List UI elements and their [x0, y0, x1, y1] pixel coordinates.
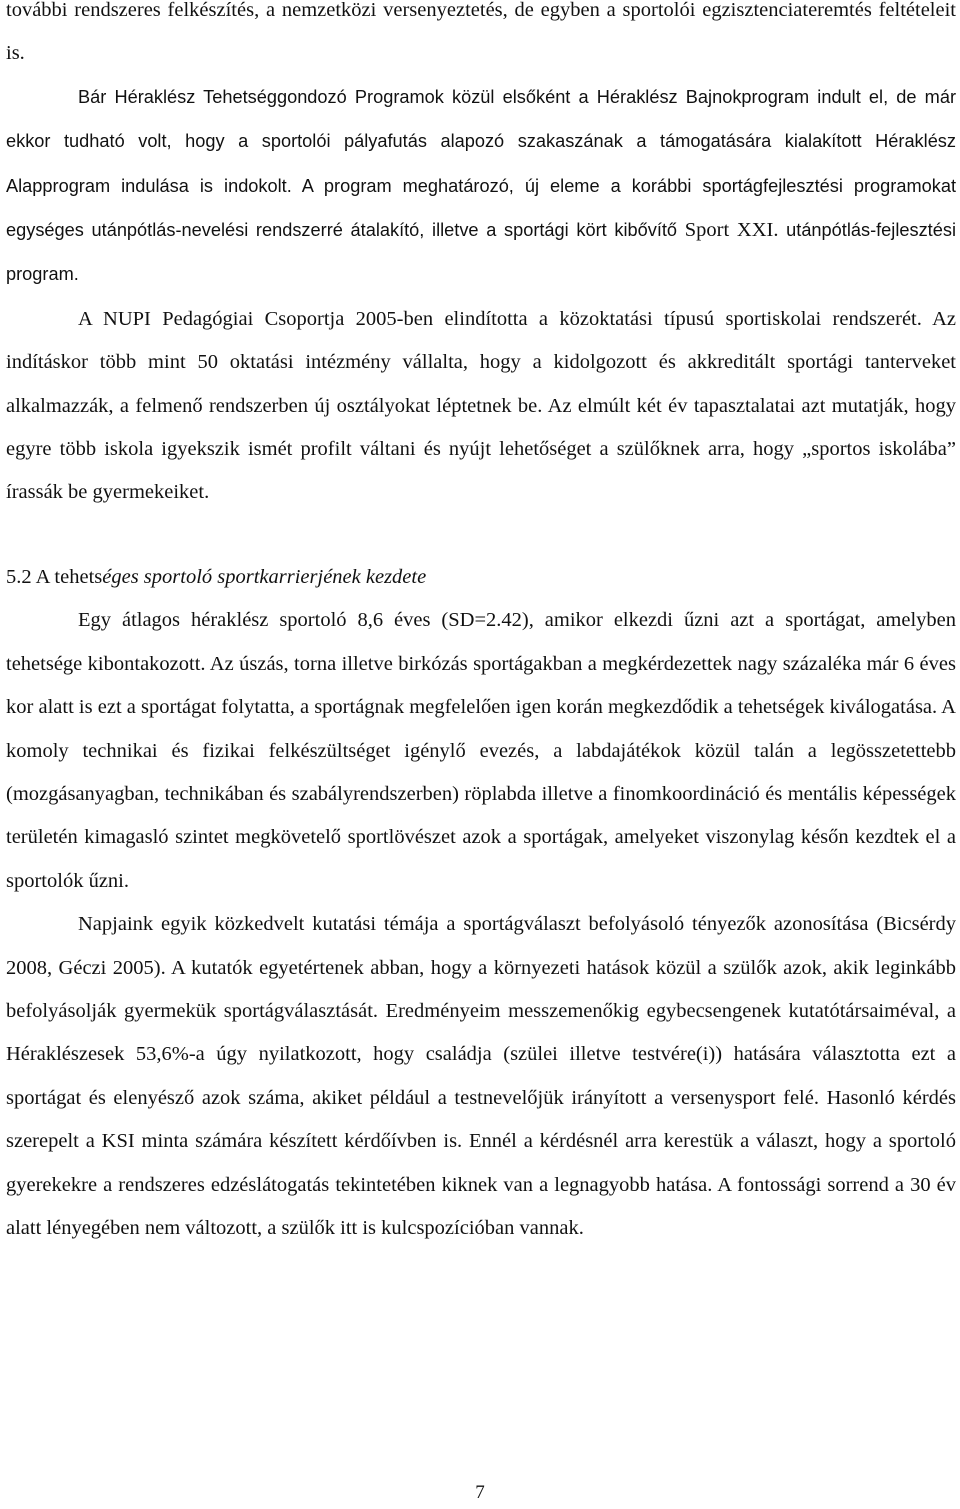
- paragraph-text-sans: Bár Héraklész Tehetséggondozó Programok közül elsőként a Héraklész Bajnokprogram indult el, de már ekkor tudható volt, hogy a sportolói pályafutás alapozó szakaszának a támogatására kialakított Héraklész Alapprogram indulása is indokolt. A program meghatározó, új eleme a korábbi sportágfejlesztési programokat egységes utánpótlás-nevelési rendszerré átalakító, illetve a sportági kört kibővítő: [6, 86, 956, 241]
- section-heading-italic: éges sportoló sportkarrierjének kezdete: [102, 565, 427, 588]
- paragraph-starting-age: Egy átlagos héraklész sportoló 8,6 éves (SD=2.42), amikor elkezdi űzni azt a sportágat, amelyben tehetsége kibontakozott. Az úszás, torna illetve birkózás sportágakban a megkérdezettek nagy százaléka már 6 éves kor alatt is ezt a sportágat folytatta, a sportágnak megfelelően igen korán megkezdődik a tehetségek kiválogatása. A komoly technikai és fizikai felkészültséget igénylő evezés, a labdajátékok közül talán a legösszetettebb (mozgásanyagban, technikában és szabályrendszerben) röplabda illetve a finomkoordináció és mentális képességek területén kimagasló szintet megkövetelő sportlövészet azok a sportágak, amelyeket viszonylag későn kezdtek el a sportolók űzni.: [6, 609, 956, 892]
- section-heading: [6, 556, 956, 599]
- paragraph-sport-choice: Napjaink egyik közkedvelt kutatási témája a sportágválaszt befolyásoló tényezők azonosítása (Bicsérdy 2008, Géczi 2005). A kutatók egyetértenek abban, hogy a környezeti hatások közül a szülők azok, akik leginkább befolyásolják gyermekük sportágválasztását. Eredményeim messzemenőkig egybecsengenek kutatótársaiméval, a Héraklészesek 53,6%-a úgy nyilatkozott, hogy családja (szülei illetve testvére(i)) hatására választotta ezt a sportágat és elenyésző azok száma, akiket például a testnevelőjük irányított a versenysport felé. Hasonló kérdés szerepelt a KSI minta számára készített kérdőívben is. Ennél a kérdésnél arra kerestük a választ, hogy a sportoló gyerekekre a rendszeres edzéslátogatás tekintetében kiknek van a legnagyobb hatása. A fontossági sorrend a 30 év alatt lényegében nem változott, a szülők itt is kulcspozícióban vannak.: [6, 913, 956, 1239]
- paragraph-text-sans-end: utánpótlás-fejlesztési program.: [6, 220, 956, 285]
- document-page: [6, 0, 956, 1250]
- paragraph-heraklesz-program: [6, 76, 956, 298]
- sport-xxi-text: Sport XXI.: [684, 219, 779, 242]
- paragraph-continuation: további rendszeres felkészítés, a nemzetközi versenyeztetés, de egyben a sportolói egzisztenciateremtés feltételeit is.: [6, 0, 956, 65]
- paragraph-nupi: A NUPI Pedagógiai Csoportja 2005-ben elindította a közoktatási típusú sportiskolai rendszerét. Az indításkor több mint 50 oktatási intézmény vállalta, hogy a kidolgozott és akkreditált sportági tanterveket alkalmazzák, a felmenő rendszerben új osztályokat léptetnek be. Az elmúlt két év tapasztalatai azt mutatják, hogy egyre több iskola igyekszik ismét profilt váltani és nyújt lehetőséget a szülőknek arra, hogy „sportos iskolába” írassák be gyermekeiket.: [6, 307, 956, 504]
- page-number: 7: [475, 1482, 485, 1503]
- section-number: 5.2: [6, 565, 32, 588]
- section-heading-plain: A tehets: [35, 565, 103, 588]
